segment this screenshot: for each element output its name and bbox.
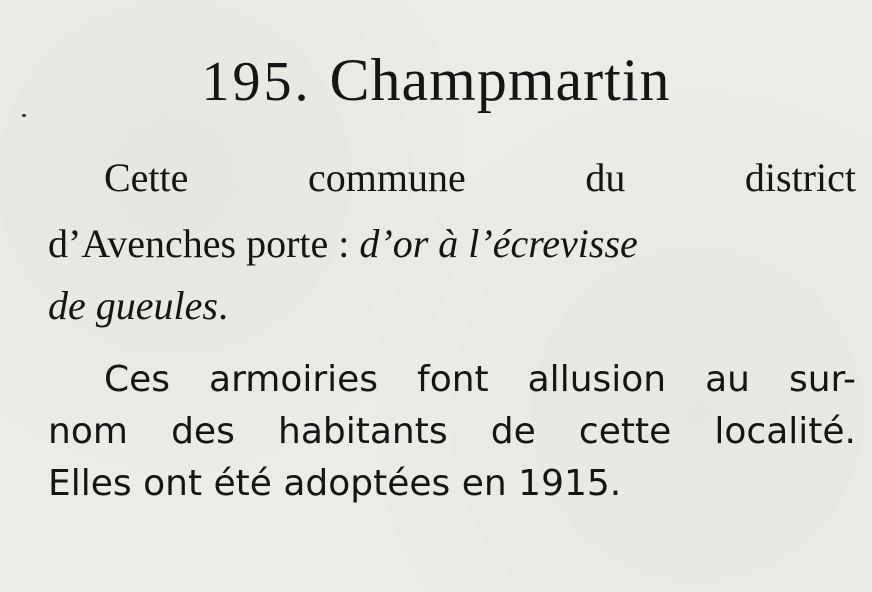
word: localité. — [714, 411, 856, 452]
word: au — [705, 359, 750, 400]
word: commune — [308, 155, 466, 200]
blazon-text: de gueules — [48, 283, 218, 328]
text-fragment: d’Avenches porte : — [48, 221, 360, 266]
paragraph-history — [48, 359, 856, 512]
word: du — [585, 155, 626, 200]
paragraph-line — [48, 155, 856, 202]
paragraph-description — [48, 155, 856, 328]
word: Ces — [104, 359, 171, 400]
entry-number: 195. — [201, 51, 312, 113]
word: sur- — [788, 359, 856, 400]
word: district — [744, 155, 856, 200]
paragraph-line — [48, 411, 856, 458]
text-fragment: Elles ont été adoptées en 1915. — [48, 463, 622, 504]
paragraph-line — [48, 359, 856, 406]
page-title — [0, 47, 872, 113]
word: nom — [48, 411, 128, 452]
word: habitants — [278, 411, 448, 452]
blazon-text: d’or à l’écrevisse — [359, 221, 638, 266]
word: Cette — [104, 155, 189, 200]
word: de — [490, 411, 536, 452]
text-fragment: . — [217, 283, 228, 328]
word: des — [171, 411, 235, 452]
word: armoiries — [209, 359, 379, 400]
paragraph-line — [48, 463, 856, 510]
word: allusion — [527, 359, 667, 400]
ink-speck — [22, 114, 26, 117]
paragraph-line — [48, 221, 856, 268]
word: cette — [578, 411, 672, 452]
commune-name: Champmartin — [329, 47, 671, 113]
word: font — [417, 359, 489, 400]
paragraph-line — [48, 283, 856, 330]
